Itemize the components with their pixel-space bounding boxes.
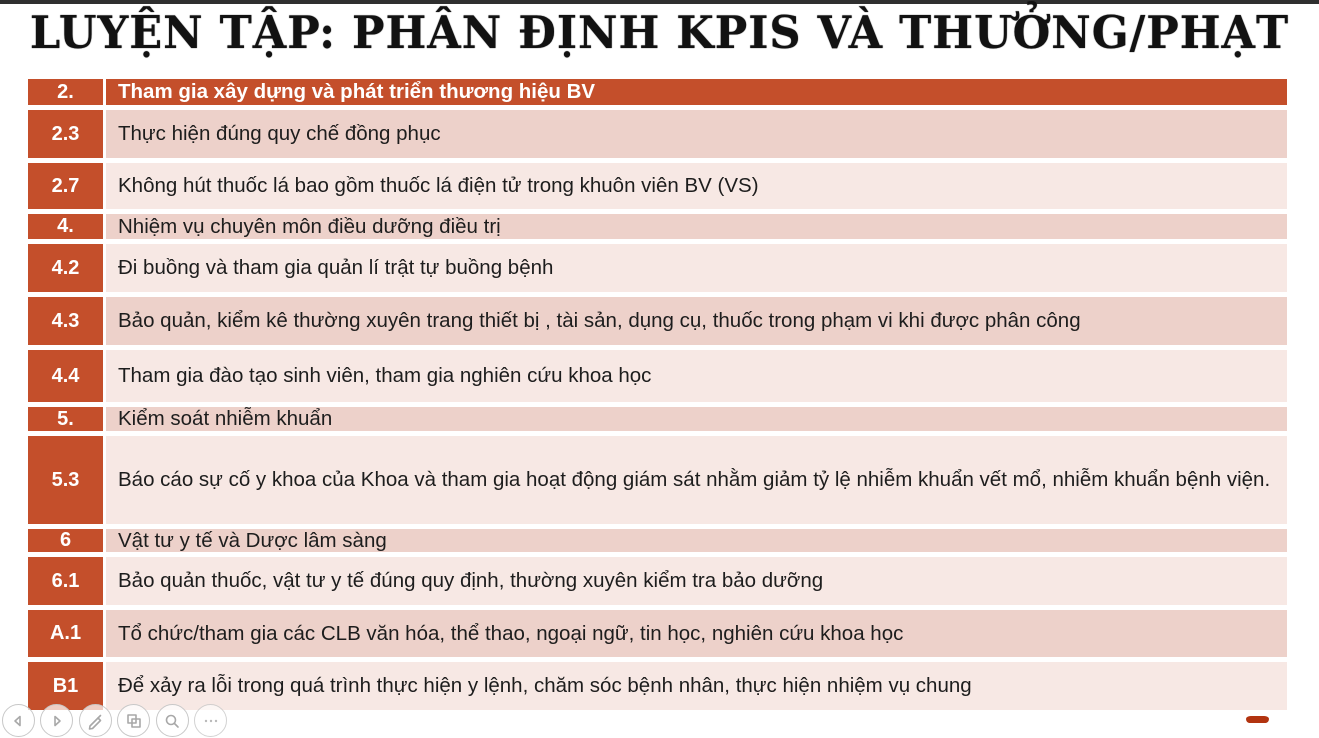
previous-slide-icon <box>9 712 27 730</box>
table-row <box>28 79 1287 105</box>
row-number-cell: 4.4 <box>28 350 103 402</box>
row-text-cell: Kiểm soát nhiễm khuẩn <box>106 407 1287 431</box>
row-number-cell: 5. <box>28 407 103 431</box>
row-number-cell: B1 <box>28 662 103 710</box>
next-slide-icon <box>48 712 66 730</box>
row-text-cell: Đi buồng và tham gia quản lí trật tự buồng bệnh <box>106 244 1287 292</box>
row-number-cell: 4.3 <box>28 297 103 345</box>
row-text-cell: Bảo quản, kiểm kê thường xuyên trang thiết bị , tài sản, dụng cụ, thuốc trong phạm vi khi được phân công <box>106 297 1287 345</box>
row-number-cell: 5.3 <box>28 436 103 524</box>
row-text-cell: Để xảy ra lỗi trong quá trình thực hiện y lệnh, chăm sóc bệnh nhân, thực hiện nhiệm vụ chung <box>106 662 1287 710</box>
table-row <box>28 436 1287 524</box>
more-options-icon <box>202 712 220 730</box>
row-text-cell: Vật tư y tế và Dược lâm sàng <box>106 529 1287 552</box>
table-row <box>28 244 1287 292</box>
table-row <box>28 214 1287 239</box>
zoom-button[interactable] <box>156 704 189 737</box>
row-text-cell: Tham gia xây dựng và phát triển thương hiệu BV <box>106 79 1287 105</box>
table-row <box>28 297 1287 345</box>
next-slide-button[interactable] <box>40 704 73 737</box>
row-text-cell: Thực hiện đúng quy chế đồng phục <box>106 110 1287 158</box>
table-row <box>28 163 1287 209</box>
row-text-cell: Báo cáo sự cố y khoa của Khoa và tham gia hoạt động giám sát nhằm giảm tỷ lệ nhiễm khuẩn vết mổ, nhiễm khuẩn bệnh viện. <box>106 436 1287 524</box>
slide-title: LUYỆN TẬP: PHÂN ĐỊNH KPIS VÀ THƯỞNG/PHẠT <box>29 6 1290 59</box>
row-number-cell: A.1 <box>28 610 103 657</box>
red-decorative-shape <box>1246 716 1269 723</box>
table-row <box>28 350 1287 402</box>
previous-slide-button[interactable] <box>2 704 35 737</box>
kpi-table <box>28 79 1287 715</box>
see-all-slides-icon <box>125 712 143 730</box>
row-text-cell: Không hút thuốc lá bao gồm thuốc lá điện tử trong khuôn viên BV (VS) <box>106 163 1287 209</box>
see-all-slides-button[interactable] <box>117 704 150 737</box>
pen-tools-button[interactable] <box>79 704 112 737</box>
row-number-cell: 2.3 <box>28 110 103 158</box>
row-text-cell: Nhiệm vụ chuyên môn điều dưỡng điều trị <box>106 214 1287 239</box>
pen-icon <box>86 712 104 730</box>
row-number-cell: 2.7 <box>28 163 103 209</box>
more-options-button[interactable] <box>194 704 227 737</box>
zoom-icon <box>163 712 181 730</box>
table-row <box>28 557 1287 605</box>
top-edge-bar <box>0 0 1319 4</box>
row-number-cell: 6.1 <box>28 557 103 605</box>
table-row <box>28 662 1287 710</box>
row-text-cell: Bảo quản thuốc, vật tư y tế đúng quy định, thường xuyên kiểm tra bảo dưỡng <box>106 557 1287 605</box>
table-row <box>28 529 1287 552</box>
table-row <box>28 110 1287 158</box>
row-number-cell: 2. <box>28 79 103 105</box>
table-row <box>28 407 1287 431</box>
row-number-cell: 6 <box>28 529 103 552</box>
table-row <box>28 610 1287 657</box>
row-text-cell: Tổ chức/tham gia các CLB văn hóa, thể thao, ngoại ngữ, tin học, nghiên cứu khoa học <box>106 610 1287 657</box>
row-number-cell: 4. <box>28 214 103 239</box>
row-text-cell: Tham gia đào tạo sinh viên, tham gia nghiên cứu khoa học <box>106 350 1287 402</box>
row-number-cell: 4.2 <box>28 244 103 292</box>
